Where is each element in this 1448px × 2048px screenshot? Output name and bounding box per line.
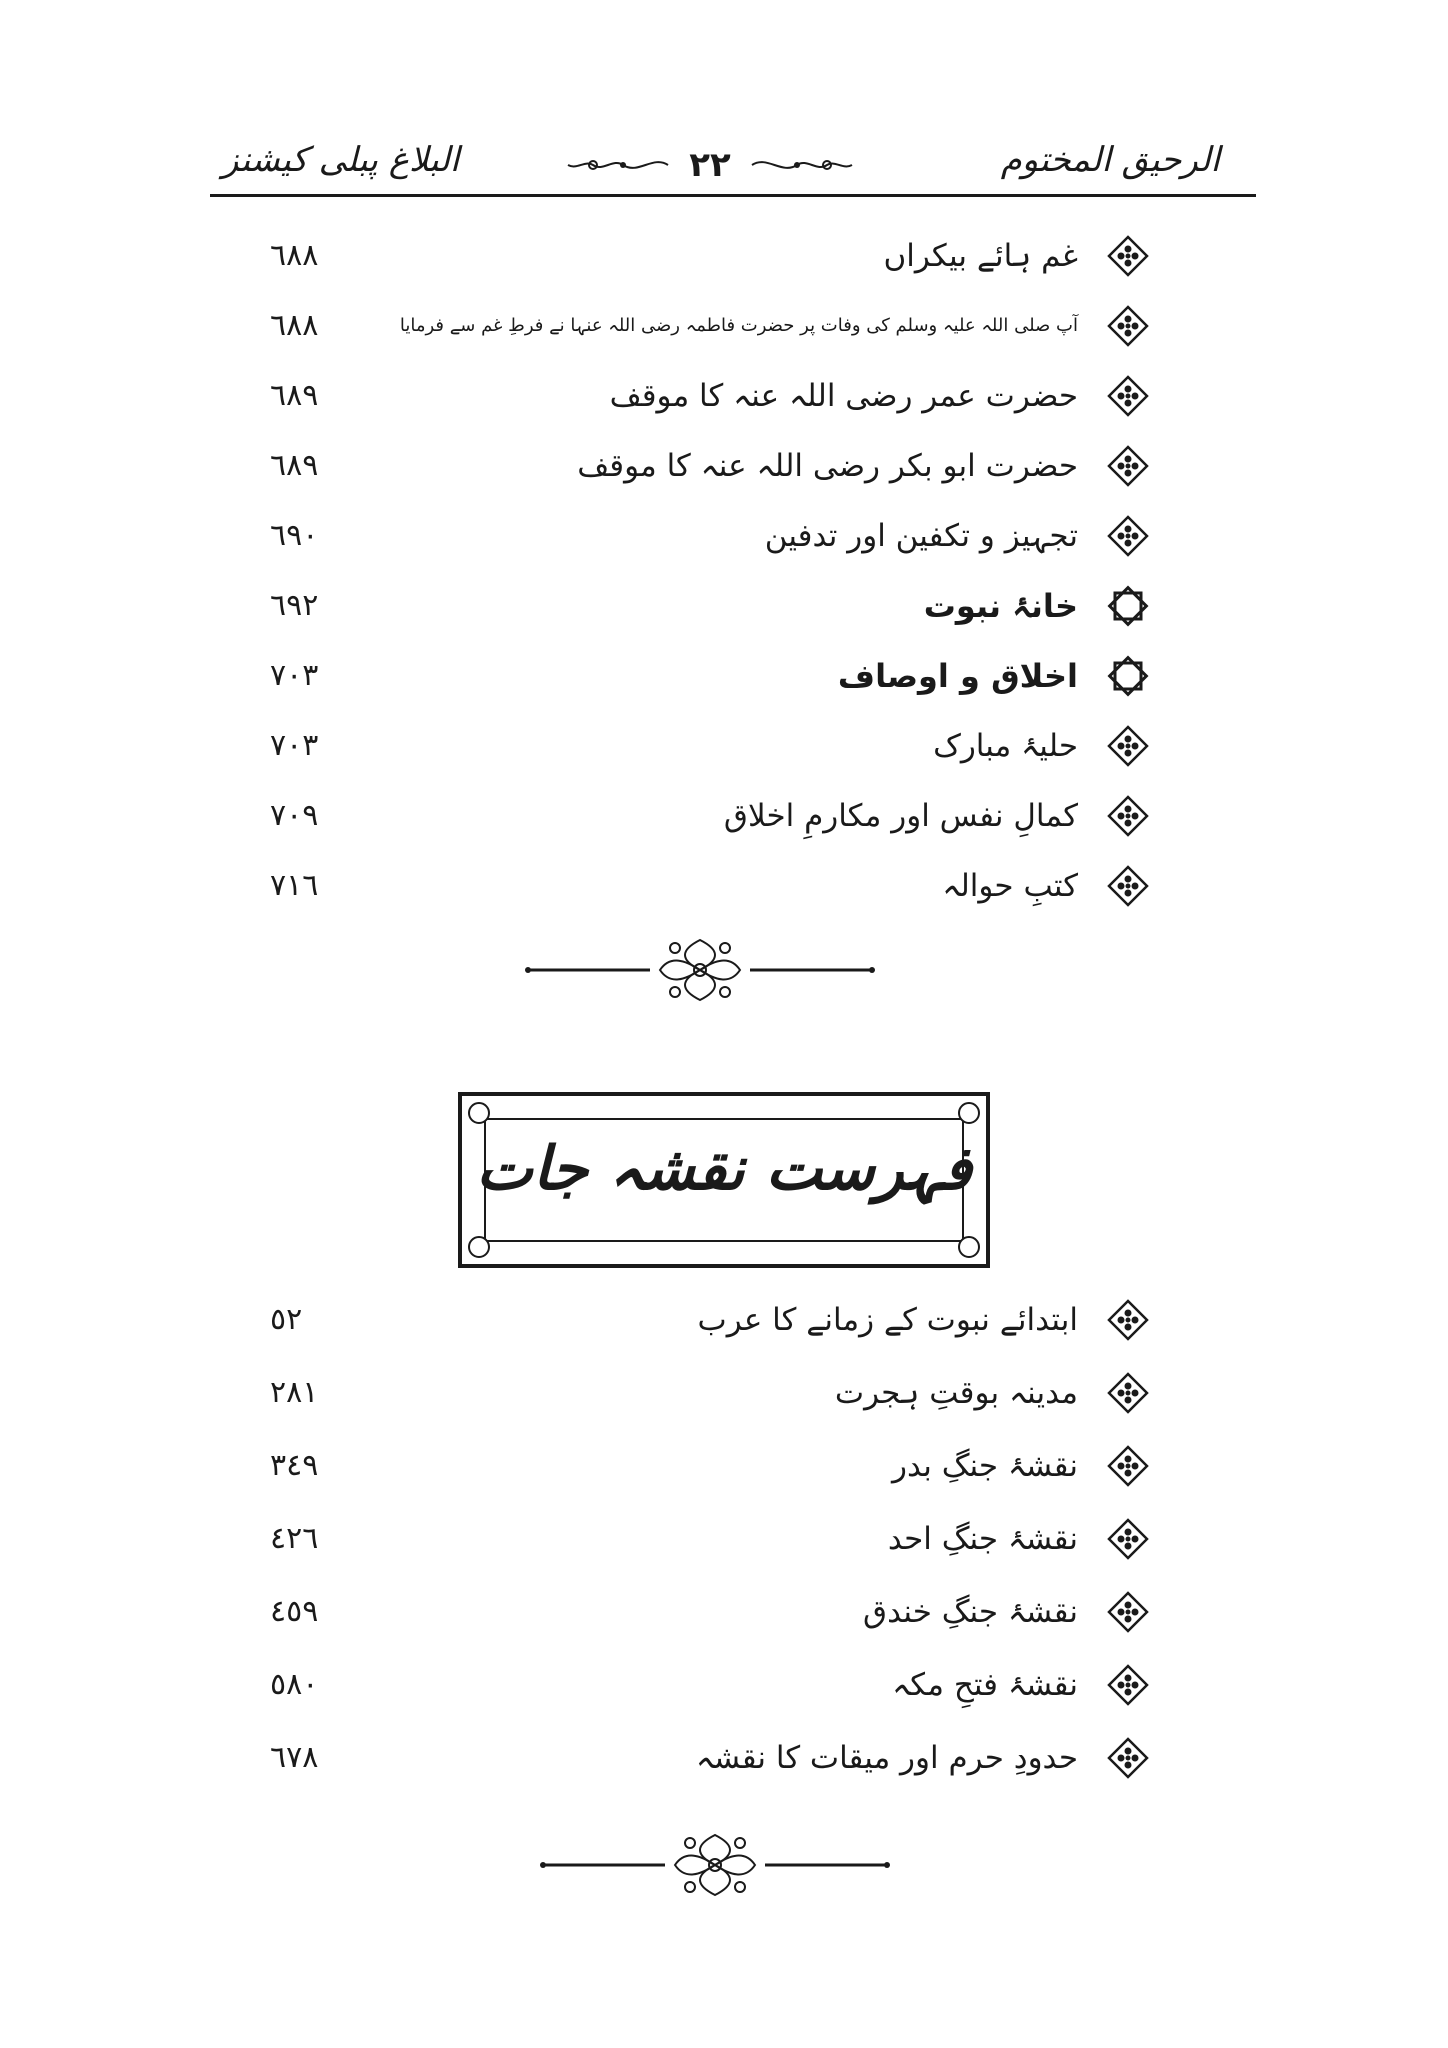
toc-entry-page: ٥٨٠ — [270, 1667, 319, 1702]
toc-entry-title: ابتدائے نبوت کے زمانے کا عرب — [697, 1302, 1078, 1338]
toc-entry-title: حضرت عمر رضی اللہ عنہ کا موقف — [609, 378, 1078, 414]
header-rule — [210, 194, 1256, 197]
ornamental-divider-bottom — [535, 1825, 895, 1905]
toc-entry-page: ٦٨٩ — [270, 378, 319, 413]
toc-entry — [0, 1290, 1448, 1350]
toc-entry — [0, 1582, 1448, 1642]
diamond-flower-icon — [1106, 374, 1150, 418]
toc-entry — [0, 716, 1448, 776]
toc-entry-title: حضرت ابو بکر رضی اللہ عنہ کا موقف — [577, 448, 1078, 484]
toc-entry — [0, 1509, 1448, 1569]
diamond-flower-icon — [1106, 1590, 1150, 1634]
toc-entry-title: نقشۂ جنگِ بدر — [892, 1448, 1078, 1484]
diamond-flower-icon — [1106, 304, 1150, 348]
toc-entry-page: ٧٠٣ — [270, 728, 319, 763]
toc-entry — [0, 506, 1448, 566]
toc-entry-page: ٦٨٨ — [270, 238, 319, 273]
diamond-flower-icon — [1106, 1736, 1150, 1780]
toc-entry-page: ٧١٦ — [270, 868, 319, 903]
toc-entry — [0, 296, 1448, 356]
toc-entry-title: مدینہ بوقتِ ہجرت — [834, 1375, 1078, 1411]
toc-entry — [0, 1436, 1448, 1496]
left-flourish-icon — [563, 150, 673, 180]
toc-entry-page: ٧٠٩ — [270, 798, 319, 833]
toc-entry-page: ٥٢ — [270, 1302, 303, 1337]
page-number: ٢٢ — [689, 145, 731, 185]
ornamental-divider — [520, 930, 880, 1010]
toc-entry-page: ٦٩٢ — [270, 588, 319, 623]
section-title: فہرست نقشہ جات — [476, 1134, 972, 1204]
right-flourish-icon — [747, 150, 857, 180]
octagram-icon — [1106, 654, 1150, 698]
book-title: الرحیق المختوم — [1000, 140, 1220, 180]
toc-entry — [0, 786, 1448, 846]
diamond-flower-icon — [1106, 1663, 1150, 1707]
toc-entry-title: حلیۂ مبارک — [933, 728, 1078, 764]
toc-entry — [0, 366, 1448, 426]
diamond-flower-icon — [1106, 514, 1150, 558]
diamond-flower-icon — [1106, 1371, 1150, 1415]
toc-entry — [0, 226, 1448, 286]
toc-entry — [0, 1655, 1448, 1715]
toc-entry — [0, 436, 1448, 496]
toc-entry — [0, 1363, 1448, 1423]
diamond-flower-icon — [1106, 864, 1150, 908]
toc-entry-page: ٦٧٨ — [270, 1740, 319, 1775]
toc-entry — [0, 856, 1448, 916]
toc-entry-page: ٦٨٨ — [270, 308, 319, 343]
toc-entry-page: ٣٤٩ — [270, 1448, 319, 1483]
diamond-flower-icon — [1106, 234, 1150, 278]
toc-entry-page: ٤٢٦ — [270, 1521, 319, 1556]
toc-entry-title: اخلاق و اوصاف — [837, 657, 1078, 695]
toc-entry — [0, 646, 1448, 706]
toc-entry-page: ٢٨١ — [270, 1375, 319, 1410]
diamond-flower-icon — [1106, 1298, 1150, 1342]
toc-entry-page: ٦٨٩ — [270, 448, 319, 483]
diamond-flower-icon — [1106, 1517, 1150, 1561]
toc-entry-title: نقشۂ فتحِ مکہ — [892, 1667, 1078, 1703]
publisher-name: البلاغ پبلی کیشنز — [222, 140, 460, 180]
toc-entry-title: تجہیز و تکفین اور تدفین — [764, 518, 1078, 554]
toc-entry-page: ٤٥٩ — [270, 1594, 319, 1629]
toc-entry — [0, 576, 1448, 636]
toc-entry-page: ٧٠٣ — [270, 658, 319, 693]
toc-entry-title: خانۂ نبوت — [923, 587, 1078, 625]
toc-entry-title: کتبِ حوالہ — [942, 868, 1078, 904]
toc-entry-title: نقشۂ جنگِ احد — [887, 1521, 1078, 1557]
toc-entry-title: آپ صلی اللہ علیہ وسلم کی وفات پر حضرت فاطمہ رضی اللہ عنہا نے فرطِ غم سے فرمایا — [399, 315, 1078, 336]
octagram-icon — [1106, 584, 1150, 628]
section-title-frame — [458, 1092, 990, 1268]
toc-entry-title: کمالِ نفس اور مکارمِ اخلاق — [723, 798, 1078, 834]
diamond-flower-icon — [1106, 794, 1150, 838]
toc-entry — [0, 1728, 1448, 1788]
toc-entry-page: ٦٩٠ — [270, 518, 319, 553]
header-page-ornament — [550, 140, 870, 190]
diamond-flower-icon — [1106, 444, 1150, 488]
toc-entry-title: نقشۂ جنگِ خندق — [863, 1594, 1078, 1630]
diamond-flower-icon — [1106, 724, 1150, 768]
diamond-flower-icon — [1106, 1444, 1150, 1488]
toc-entry-title: غم ہائے بیکراں — [883, 238, 1078, 274]
toc-entry-title: حدودِ حرم اور میقات کا نقشہ — [695, 1740, 1078, 1776]
